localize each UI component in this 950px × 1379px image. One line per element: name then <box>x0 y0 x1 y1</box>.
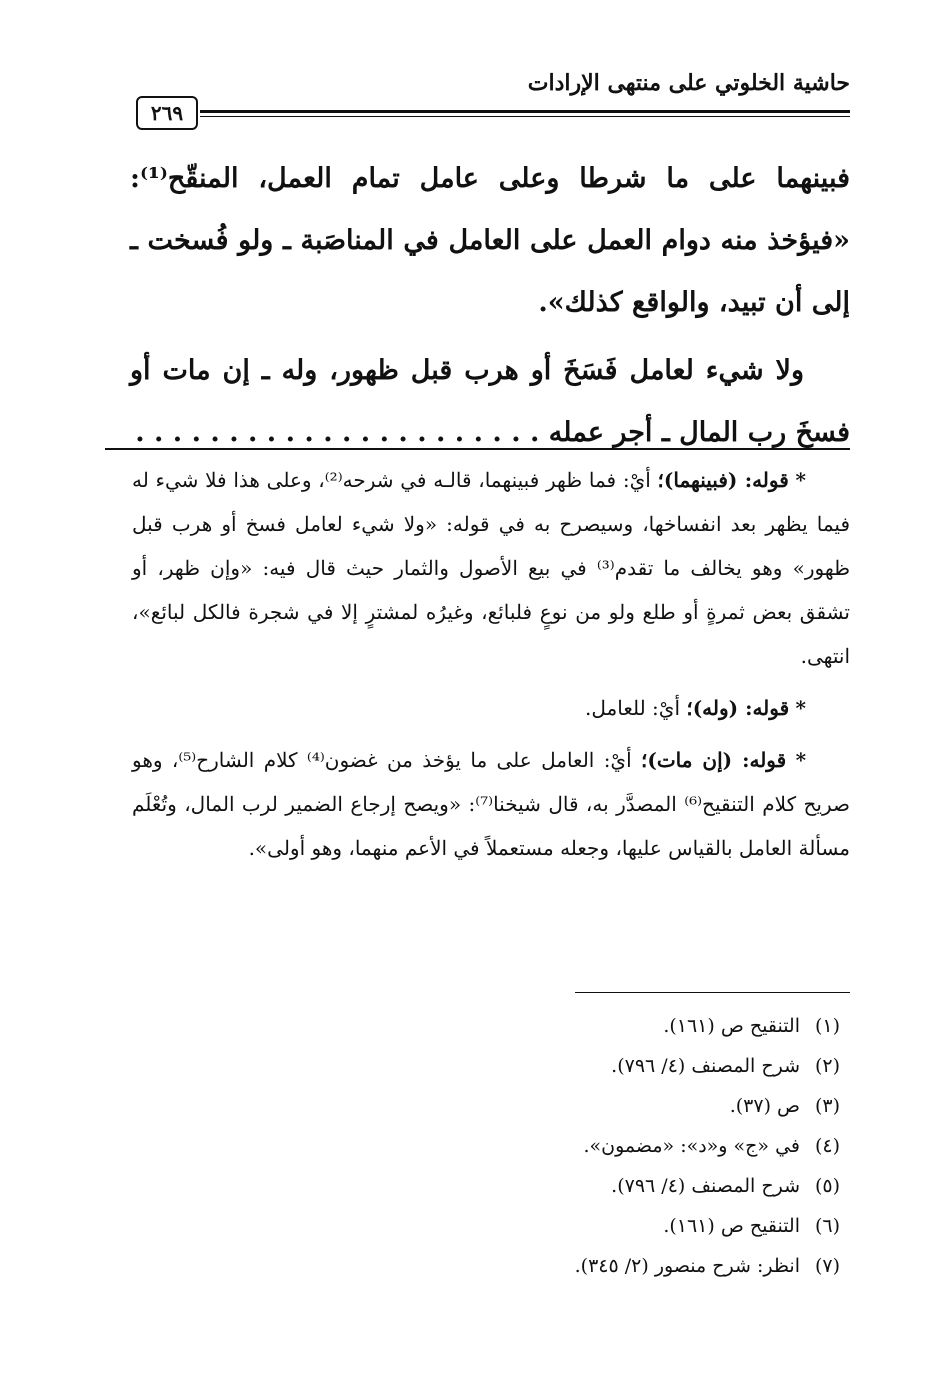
footnote-item <box>340 1166 840 1206</box>
footnote-number: (٢) <box>814 1055 840 1077</box>
footnote-item <box>340 1126 840 1166</box>
footnote-separator <box>575 992 850 993</box>
footnote-number: (٣) <box>814 1095 840 1117</box>
footnote-item <box>340 1246 840 1286</box>
footnote-text: التنقيح ص (١٦١). <box>663 1215 800 1237</box>
main-text <box>130 148 850 464</box>
asterisk-icon: * <box>795 468 806 492</box>
footnote-text: انظر: شرح منصور (٢/ ٣٤٥). <box>574 1255 800 1277</box>
footnote-text: ص (٣٧). <box>729 1095 800 1117</box>
note-lemma: قوله: (إن مات)؛ <box>641 748 787 772</box>
commentary <box>132 458 850 878</box>
asterisk-icon: * <box>795 696 806 720</box>
footnote-item <box>340 1046 840 1086</box>
note-lemma: قوله: (فبينهما)؛ <box>657 468 789 492</box>
footnotes <box>340 1006 840 1286</box>
footnote-number: (٧) <box>814 1255 840 1277</box>
main-paragraph: ولا شيء لعامل فَسَخَ أو هرب قبل ظهور، وله ـ إن مات أو فسخَ رب المال ـ أجر عمله . . . . . . . . . . . . . . . . . . . . . . <box>130 355 850 448</box>
footnote-item <box>340 1006 840 1046</box>
running-title: حاشية الخلوتي على منتهى الإرادات <box>527 70 850 96</box>
footnote-text: في «ج» و«د»: «مضمون». <box>583 1135 800 1157</box>
footnote-number: (٤) <box>814 1135 840 1157</box>
footnote-text: شرح المصنف (٤/ ٧٩٦). <box>611 1055 800 1077</box>
footnote-number: (٦) <box>814 1215 840 1237</box>
footnote-text: شرح المصنف (٤/ ٧٩٦). <box>611 1175 800 1197</box>
note-text: أيْ: العامل على ما يؤخذ من غضون⁽⁴⁾ كلام الشارح⁽⁵⁾، وهو صريح كلام التنقيح⁽⁶⁾ المصدَّر به، قال شيخنا⁽⁷⁾: «ويصح إرجاع الضمير لرب المال، وتُعْلَم مسألة العامل بالقياس عليها، وجعله مستعملاً في الأعم منهما، وهو أولى». <box>132 748 850 860</box>
asterisk-icon: * <box>795 748 807 772</box>
commentary-note <box>132 458 850 678</box>
page-number: ٢٦٩ <box>136 96 198 130</box>
commentary-note <box>132 738 850 870</box>
header-rule <box>200 110 850 117</box>
note-text: أيْ: فما ظهر فبينهما، قالـه في شرحه⁽²⁾، وعلى هذا فلا شيء له فيما يظهر بعد انفساخها، وسيصرح به في قوله: «ولا شيء لعامل فسخ أو هرب قبل ظهور» وهو يخالف ما تقدم⁽³⁾ في بيع الأصول والثمار حيث قال فيه: «وإن ظهر، أو تشقق بعض ثمرةٍ أو طلع ولو من نوعٍ فلبائع، وغيرُه لمشترٍ إلا في شجرة فالكل لبائع»، انتهى. <box>132 468 851 668</box>
note-lemma: قوله: (وله)؛ <box>686 696 790 720</box>
footnote-number: (١) <box>814 1015 840 1037</box>
commentary-note <box>132 686 850 730</box>
footnote-number: (٥) <box>814 1175 840 1197</box>
commentary-separator <box>105 448 850 450</box>
note-text: أيْ: للعامل. <box>585 696 680 720</box>
footnote-text: التنقيح ص (١٦١). <box>663 1015 800 1037</box>
footnote-item <box>340 1206 840 1246</box>
footnote-item <box>340 1086 840 1126</box>
main-paragraph: فبينهما على ما شرطا وعلى عامل تمام العمل، المنقّح⁽¹⁾: «فيؤخذ منه دوام العمل على العامل في المناصَبة ـ ولو فُسخت ـ إلى أن تبيد، والواقع كذلك». <box>130 163 850 318</box>
